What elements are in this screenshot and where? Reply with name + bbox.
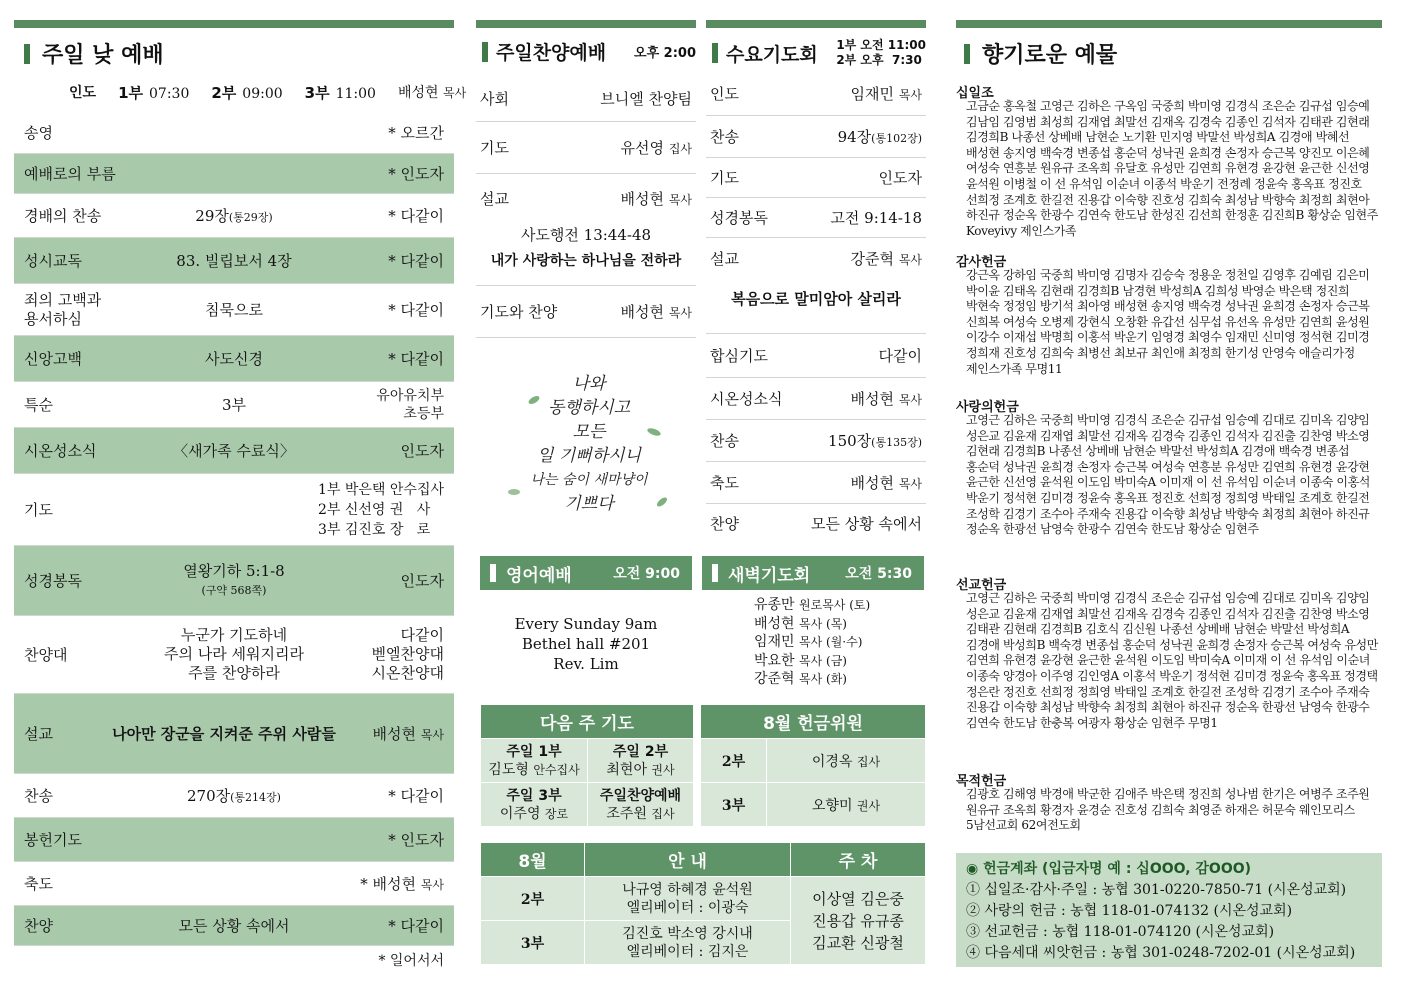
service-time: 오전 5:30 xyxy=(845,566,912,582)
order-role: * 다같이 xyxy=(388,301,444,319)
order-row xyxy=(14,428,454,474)
reading-text: 83. 빌립보서 4장 xyxy=(176,252,292,270)
order-role: * 인도자 xyxy=(388,831,444,849)
order-role: * 다같이 xyxy=(388,252,444,270)
hymn-old-number: (통29장) xyxy=(228,211,273,224)
offering-names: 고영근 김하은 국중희 박미영 김경식 조은순 김규섭 임승예 김대로 김미옥 김양임 성은교 김윤재 김재엽 최말선 김재옥 김경숙 김종인 김석자 김진출 김찬영 박소영 김현래 김경희B 나종선 상베배 남현순 박말선 박성희A 김경애 백숙경 변종섭 홍순덕 성낙권 윤희경 손정자 승근복 여성숙 연흥분 유성만 김연희 유현경 윤강현 윤근한 신선영 윤석원 이도임 박미숙A 이미재 이 선 유석임 이순녀 이종숙 이홍석 박운기 정석현 김미경 정윤숙 홍옥표 정진호 선희정 정희영 박태일 조계호 한길전 조성학 김경기 조수아 주재숙 진용갑 이숙향 최성남 박향숙 최정희 최현아 하진규 정순옥 한광선 남영숙 한광수 김연숙 한도남 황상순 임현주 xyxy=(966,413,1370,537)
person-name: 조주원 xyxy=(606,805,647,822)
title-marker xyxy=(490,564,496,582)
order-role: 인도자 xyxy=(400,572,444,590)
service-label: 주일찬양예배 xyxy=(599,787,682,804)
service-label: 3부 xyxy=(304,84,330,102)
order-row xyxy=(14,862,454,906)
person-title: 집사 xyxy=(856,754,881,769)
scripture-reference: 사도행전 13:44-48 xyxy=(520,226,652,244)
section-title xyxy=(964,38,1117,69)
choir-name: 시온찬양대 xyxy=(371,664,444,682)
dawn-leader xyxy=(754,652,870,671)
person-name: 오향미 xyxy=(811,797,853,814)
order-name: 기도 xyxy=(24,501,53,519)
service-time: 1부 오전 11:00 xyxy=(836,38,926,52)
order-name: 용서하심 xyxy=(24,309,82,328)
order-name: 설교 xyxy=(480,190,509,208)
order-role: * 인도자 xyxy=(388,165,444,183)
offerings-column xyxy=(956,0,1382,992)
order-name: 찬양 xyxy=(710,515,739,533)
order-name: 송영 xyxy=(24,124,53,142)
order-row xyxy=(14,616,454,694)
person-name: 최현아 xyxy=(606,761,647,778)
order-row xyxy=(706,158,926,198)
order-name: 합심기도 xyxy=(710,347,768,365)
scripture-reference: 고전 9:14-18 xyxy=(830,209,922,227)
prayer-person: 3부 김진호 장 로 xyxy=(318,521,431,538)
order-name: 찬양 xyxy=(24,917,53,935)
dawn-leader xyxy=(754,615,870,634)
parking-names: 이상열 김은중 xyxy=(812,889,904,908)
order-name: 사회 xyxy=(480,90,509,108)
person-title: 목사 xyxy=(898,393,922,407)
title-marker xyxy=(482,42,488,62)
order-row xyxy=(14,906,454,946)
sunday-service-column xyxy=(14,0,467,992)
order-detail: 〈새가족 수료식〉 xyxy=(173,442,295,460)
person-title: 권사 xyxy=(651,762,675,777)
choir-name: 벧엘찬양대 xyxy=(371,645,444,663)
calligraphy-line: 나는 숨이 새마냥이 xyxy=(530,472,648,488)
leader-day: 목사 (화) xyxy=(799,672,847,686)
order-detail: 모든 상황 속에서 xyxy=(178,917,290,935)
leader-name: 강준혁 xyxy=(754,671,795,687)
person-title: 안수집사 xyxy=(533,762,580,777)
order-role: * 배성현 xyxy=(360,875,417,893)
leader-name: 임재민 xyxy=(754,634,795,650)
sermon-title: 내가 사랑하는 하나님을 전하라 xyxy=(490,253,682,269)
offering-committee-table xyxy=(700,704,926,827)
person-name: 임재민 xyxy=(850,85,895,103)
preacher-title: 목사 xyxy=(420,728,444,742)
person-title: 목사 xyxy=(668,193,692,207)
account-line: ① 십일조·감사·주일 : 농협 301-0220-7850-71 (시온성교회) xyxy=(966,882,1347,898)
offering-names: 김광호 김해영 박경애 박군한 김애주 박은택 정진희 성나범 한기은 여병주 조주원 원유규 조옥희 황경자 윤경순 진호성 김희숙 최영준 하재은 허문숙 웨인모리스 5남선교회 62여전도회 xyxy=(966,787,1370,833)
person-name: 이경옥 xyxy=(811,753,853,770)
person-name: 강준혁 xyxy=(850,250,895,268)
order-name: 성경봉독 xyxy=(710,209,768,227)
order-role: 인도자 xyxy=(878,169,922,187)
order-name: 축도 xyxy=(710,474,739,492)
order-row xyxy=(706,238,926,334)
calligraphy-line: 나와 xyxy=(572,374,606,394)
dawn-leader xyxy=(754,596,870,615)
elevator-guide: 엘리베이터 : 김지은 xyxy=(626,943,749,960)
scripture-reading: 열왕기하 5:1-8 xyxy=(183,561,285,580)
order-name: 성경봉독 xyxy=(24,572,82,590)
section-heading: 영어예배 xyxy=(506,565,572,586)
order-name: 시온성소식 xyxy=(24,442,97,460)
leader-name: 박요한 xyxy=(754,652,795,669)
order-row xyxy=(706,116,926,158)
service-time: 07:30 xyxy=(149,86,190,102)
account-title: ◉ 헌금계좌 (입금자명 예 : 십OOO, 감OOO) xyxy=(966,861,1252,877)
guide-table xyxy=(480,842,926,965)
order-name: 경배의 찬송 xyxy=(24,207,102,225)
choir-name: 다같이 xyxy=(400,626,444,644)
person-name: 김도형 xyxy=(488,761,529,778)
order-role: 다같이 xyxy=(878,347,922,365)
next-week-prayer-table xyxy=(480,704,694,827)
offering-names: 강근옥 강하임 국중희 박미영 김명자 김승숙 정용운 정천일 김영후 김예림 김은미 박이윤 김태옥 김현래 김경희B 남경현 박성희A 김희성 박영순 박은택 정진희 박현숙 정정임 방기석 최아영 배성현 송지영 백숙경 성낙권 윤희경 손정자 승근복 신희복 여성숙 오병제 강현식 오창환 유갑선 심무섭 유선옥 유성만 김연희 윤성원 이강수 이재섭 박명희 이홍석 박운기 임영경 최영수 임재민 신미영 정석현 김미경 정희재 진호성 김희숙 최병선 최보규 최인애 최정희 한기성 안영숙 애슬리가정 제인스가족 무명11 xyxy=(966,268,1370,376)
order-row xyxy=(706,72,926,116)
section-title xyxy=(482,38,696,65)
order-name: 설교 xyxy=(24,725,53,743)
table-header: 주 차 xyxy=(791,843,926,877)
dawn-prayer-bar xyxy=(702,556,924,590)
parking-names: 진용갑 유규종 xyxy=(812,911,904,930)
guide-names: 나규영 하혜경 윤석원 xyxy=(622,881,753,898)
service-time: 2부 오후 7:30 xyxy=(836,53,922,67)
order-role: * 다같이 xyxy=(388,917,444,935)
order-row xyxy=(706,378,926,420)
hymn-number: 150장 xyxy=(828,432,872,450)
guide-names: 김진호 박소영 강시내 xyxy=(622,925,753,942)
hymn-number: 270장 xyxy=(187,787,231,805)
choir-song: 누군가 기도하네 xyxy=(180,626,288,644)
hymn-old-number: (통102장) xyxy=(871,132,922,145)
order-detail: 모든 상황 속에서 xyxy=(811,515,922,533)
order-row xyxy=(14,336,454,382)
elevator-guide: 엘리베이터 : 이광숙 xyxy=(626,899,749,916)
leader-name: 배성현 xyxy=(397,85,439,101)
leader-day: 원로목사 (토) xyxy=(799,598,871,612)
order-name: 시온성소식 xyxy=(710,390,783,408)
service-time: 09:00 xyxy=(242,86,283,102)
offering-names: 고금순 홍옥철 고영근 김하은 구옥임 국중희 박미영 김경식 조은순 김규섭 임승예 김남임 김영범 최성희 김재엽 최말선 김재옥 김경숙 김종인 김석자 김태관 김현래 김경희B 나종선 상베배 남현순 노기환 민지영 박말선 박성희A 김경애 박혜선 배성현 송지영 백숙경 변종섭 홍순덕 성낙권 윤희경 손정자 승근복 양진모 이은혜 여성숙 연흥분 원유규 조옥희 유달호 유성만 김연희 유현경 윤강현 윤근한 신선영 윤석원 이병철 이 선 유석임 이순녀 이종석 박운기 전정례 정윤숙 홍옥표 정진호 선희정 조계호 한길전 진용갑 이숙향 진호성 김희숙 최성남 박향숙 최정희 최현아 하진규 정순옥 한광수 김연숙 한도남 한성진 김선희 한정훈 김진희B 황상순 임현주 Koveyivy 제인스가족 xyxy=(966,99,1378,238)
account-line: ③ 선교헌금 : 농협 118-01-074120 (시온성교회) xyxy=(966,924,1275,940)
service-label: 주일 3부 xyxy=(506,787,562,804)
section-title xyxy=(712,38,926,68)
service-label: 3부 xyxy=(701,783,767,827)
order-name: 기도 xyxy=(480,139,509,157)
service-label: 3부 xyxy=(481,921,585,965)
leader-day: 목사 (월·수) xyxy=(799,635,863,649)
sermon-title: 복음으로 말미암아 살리라 xyxy=(731,290,901,308)
order-row xyxy=(476,76,696,122)
order-row xyxy=(14,474,454,546)
section-heading: 향기로운 예물 xyxy=(982,43,1118,68)
order-row xyxy=(706,334,926,378)
order-row xyxy=(14,382,454,428)
calligraphy-line: 일 기뻐하시니 xyxy=(537,446,641,466)
person-name: 이주영 xyxy=(499,805,541,822)
title-marker xyxy=(712,564,718,582)
person-title: 목사 xyxy=(668,306,692,320)
parking-names: 김교환 신광철 xyxy=(812,933,904,952)
offering-category: 십일조 xyxy=(956,86,994,101)
order-row xyxy=(14,546,454,616)
page-title: 주일 낮 예배 xyxy=(42,43,164,68)
service-times xyxy=(69,82,466,103)
order-row xyxy=(476,174,696,286)
order-name: 성시교독 xyxy=(24,252,82,270)
order-role: 초등부 xyxy=(403,405,444,422)
order-row xyxy=(14,154,454,194)
leader-day: 목사 (목) xyxy=(799,616,847,631)
order-role: 인도자 xyxy=(400,442,444,460)
dawn-leader xyxy=(754,670,870,689)
order-name: 축도 xyxy=(24,875,53,893)
order-name: 찬송 xyxy=(24,787,53,805)
title-marker xyxy=(964,44,970,64)
order-name: 찬송 xyxy=(710,128,739,146)
order-name: 예배로의 부름 xyxy=(24,165,116,183)
section-heading: 새벽기도회 xyxy=(728,565,811,586)
order-name: 찬양대 xyxy=(24,646,68,664)
section-heading: 주일찬양예배 xyxy=(496,42,607,64)
order-role: * 다같이 xyxy=(388,207,444,225)
calligraphy-line: 기쁘다 xyxy=(564,494,614,514)
service-label: 1부 xyxy=(118,84,143,102)
calligraphy-artwork xyxy=(504,372,674,522)
person-name: 배성현 xyxy=(850,474,895,492)
choir-song: 주의 나라 세워지리라 xyxy=(164,645,304,663)
person-name: 배성현 xyxy=(620,190,665,208)
order-row xyxy=(14,112,454,154)
order-row xyxy=(14,774,454,818)
service-label: 2부 xyxy=(211,84,237,102)
sermon-title: 나아만 장군을 지켜준 주위 사람들 xyxy=(112,725,336,743)
order-row xyxy=(476,122,696,174)
order-row xyxy=(706,198,926,238)
hymn-number: 29장 xyxy=(195,207,229,225)
service-time: 오전 9:00 xyxy=(613,566,680,582)
person-title: 집사 xyxy=(651,806,675,821)
order-row xyxy=(14,194,454,238)
scripture-page: (구약 568쪽) xyxy=(201,583,267,597)
order-role: 브니엘 찬양팀 xyxy=(600,90,692,108)
hymn-number: 94장 xyxy=(837,128,872,146)
order-row xyxy=(706,420,926,462)
bank-account-box xyxy=(956,853,1382,967)
service-label: 주일 1부 xyxy=(506,743,562,760)
dawn-prayer-list xyxy=(754,596,870,689)
order-detail: 침묵으로 xyxy=(205,301,263,319)
order-name: 특순 xyxy=(24,396,53,414)
table-header: 안 내 xyxy=(585,843,791,877)
leader-label: 인도 xyxy=(69,85,97,101)
order-role: * 오르간 xyxy=(388,124,444,142)
person-title: 목사 xyxy=(898,88,922,102)
dawn-leader xyxy=(754,633,870,652)
person-name: 유선영 xyxy=(620,139,665,157)
order-name: 인도 xyxy=(710,85,739,103)
offering-category: 사랑의헌금 xyxy=(956,400,1019,415)
order-name: 찬송 xyxy=(710,432,739,450)
english-service-info xyxy=(476,614,696,674)
hymn-old-number: (통214장) xyxy=(230,791,281,804)
title-marker xyxy=(24,44,30,64)
hymn-old-number: (통135장) xyxy=(871,436,922,449)
choir-song: 주를 찬양하라 xyxy=(188,664,280,682)
calligraphy-line: 동행하시고 xyxy=(547,398,631,418)
account-line: ④ 다음세대 씨앗헌금 : 농협 301-0248-7202-01 (시온성교회) xyxy=(966,945,1356,961)
person-name: 배성현 xyxy=(850,390,895,408)
offering-category: 목적헌금 xyxy=(956,774,1007,789)
person-title: 목사 xyxy=(898,477,922,491)
order-name: 봉헌기도 xyxy=(24,831,82,849)
service-time: 오후 2:00 xyxy=(634,46,696,61)
order-row xyxy=(14,694,454,774)
order-name: 죄의 고백과 xyxy=(24,290,102,309)
english-service-bar xyxy=(480,556,692,590)
order-row xyxy=(706,504,926,544)
section-heading: 수요기도회 xyxy=(726,43,818,66)
order-detail: 사도신경 xyxy=(205,350,263,368)
order-name: 기도와 찬양 xyxy=(480,303,558,321)
leader-title: 목사 xyxy=(442,86,467,100)
preacher-name: 배성현 xyxy=(372,725,417,743)
info-line: Every Sunday 9am xyxy=(514,615,658,633)
table-header: 8월 헌금위원 xyxy=(701,705,926,739)
order-row xyxy=(14,818,454,862)
order-row xyxy=(476,286,696,338)
prayer-person: 1부 박은택 안수집사 xyxy=(318,481,444,498)
order-role: * 다같이 xyxy=(388,787,444,805)
prayer-person: 2부 신선영 권 사 xyxy=(318,501,431,518)
footnote: * 일어서서 xyxy=(378,953,444,969)
order-row xyxy=(706,462,926,504)
order-name: 기도 xyxy=(710,169,739,187)
title-marker xyxy=(712,43,718,63)
service-time: 11:00 xyxy=(335,86,376,102)
person-title: 집사 xyxy=(668,142,692,156)
person-title: 목사 xyxy=(898,253,922,267)
person-title: 권사 xyxy=(856,798,881,813)
person-title: 장로 xyxy=(544,806,569,821)
table-header: 다음 주 기도 xyxy=(481,705,694,739)
order-row xyxy=(14,238,454,284)
service-label: 2부 xyxy=(481,877,585,921)
order-name: 설교 xyxy=(710,250,739,268)
order-detail: 3부 xyxy=(221,396,247,414)
section-title xyxy=(24,38,164,69)
order-row xyxy=(14,284,454,336)
order-role: * 다같이 xyxy=(388,350,444,368)
info-line: Rev. Lim xyxy=(553,655,619,673)
order-role: 유아유치부 xyxy=(376,387,444,404)
leader-day: 목사 (금) xyxy=(799,653,847,668)
service-label: 2부 xyxy=(701,739,767,783)
offering-names: 고영근 김하은 국중희 박미영 김경식 조은순 김규섭 임승예 김대로 김미옥 김양임 성은교 김윤재 김재엽 최말선 김재옥 김경숙 김종인 김석자 김진출 김찬영 박소영 김태관 김현래 김경희B 김호식 김신원 나종선 상베배 남현순 박말선 박성희A 김경애 박성희B 백숙경 변종섭 홍순덕 성낙권 윤희경 손정자 승근복 여성숙 유성만 김연희 유현경 윤강현 윤근한 윤석원 이도임 박미숙A 이미재 이 선 유석임 이순녀 이종숙 양경아 이주영 김인영A 이홍석 박운기 정석현 김미경 정윤숙 홍옥표 정경택 정은란 정진호 선희정 정희영 박태일 조계호 한길전 조성학 김경기 조수아 주재숙 진용갑 이숙향 최성남 박향숙 최정희 최현아 하진규 정순옥 한광선 남영숙 한광수 김연숙 한도남 한충복 여광자 황상순 임현주 무명1 xyxy=(966,591,1378,730)
leaf-decoration-icon xyxy=(504,372,674,522)
info-line: Bethel hall #201 xyxy=(521,635,651,653)
leader-name: 유종만 xyxy=(754,597,795,613)
order-name: 신앙고백 xyxy=(24,350,82,368)
leader-name: 배성현 xyxy=(754,615,795,632)
offering-category: 선교헌금 xyxy=(956,578,1007,593)
order-role-title: 목사 xyxy=(420,878,444,892)
offering-category: 감사헌금 xyxy=(956,255,1007,270)
table-header: 8월 xyxy=(481,843,585,877)
calligraphy-line: 모든 xyxy=(572,422,606,442)
service-label: 주일 2부 xyxy=(612,743,669,760)
account-line: ② 사랑의 헌금 : 농협 118-01-074132 (시온성교회) xyxy=(966,903,1293,919)
person-name: 배성현 xyxy=(620,303,665,321)
